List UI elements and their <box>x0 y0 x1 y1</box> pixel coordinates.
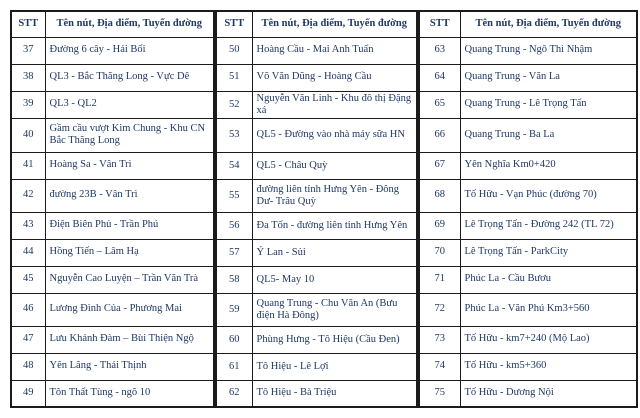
table-row <box>11 64 214 91</box>
stt-header: STT <box>11 11 45 37</box>
route-header: Tên nút, Địa điểm, Tuyến đường <box>252 11 417 37</box>
stt-header: STT <box>419 11 460 37</box>
table-row <box>11 179 214 212</box>
route-cell: Hoàng Cầu - Mai Anh Tuấn <box>252 37 417 64</box>
table-row <box>419 37 637 64</box>
route-cell: QL3 - QL2 <box>45 91 214 118</box>
route-cell: Võ Văn Dũng - Hoàng Cầu <box>252 64 417 91</box>
stt-cell: 68 <box>419 179 460 212</box>
route-cell: Hoàng Sa - Vân Trì <box>45 152 214 179</box>
route-header: Tên nút, Địa điểm, Tuyến đường <box>45 11 214 37</box>
stt-cell: 52 <box>216 91 252 118</box>
stt-cell: 71 <box>419 266 460 293</box>
stt-cell: 53 <box>216 118 252 152</box>
route-header: Tên nút, Địa điểm, Tuyến đường <box>460 11 637 37</box>
table-row <box>11 293 214 326</box>
table-row <box>419 353 637 380</box>
stt-cell: 41 <box>11 152 45 179</box>
table-row <box>216 118 417 152</box>
table-row <box>419 266 637 293</box>
table-row <box>11 118 214 152</box>
table-row <box>216 152 417 179</box>
route-cell: QL5 - Châu Quỳ <box>252 152 417 179</box>
stt-cell: 64 <box>419 64 460 91</box>
stt-cell: 49 <box>11 380 45 407</box>
route-cell: Tố Hữu - km5+360 <box>460 353 637 380</box>
route-cell: Tố Hữu - Vạn Phúc (đường 70) <box>460 179 637 212</box>
table-row <box>11 326 214 353</box>
route-cell: Quang Trung - Ba La <box>460 118 637 152</box>
stt-cell: 57 <box>216 239 252 266</box>
table-row <box>216 64 417 91</box>
route-cell: Yên Lãng - Thái Thịnh <box>45 353 214 380</box>
stt-cell: 47 <box>11 326 45 353</box>
table-row <box>11 37 214 64</box>
table-row <box>419 118 637 152</box>
stt-cell: 62 <box>216 380 252 407</box>
stt-cell: 45 <box>11 266 45 293</box>
route-cell: Tôn Thất Tùng - ngõ 10 <box>45 380 214 407</box>
route-cell: Lưu Khánh Đàm – Bùi Thiện Ngộ <box>45 326 214 353</box>
junction-table-left <box>10 10 215 408</box>
stt-cell: 37 <box>11 37 45 64</box>
stt-cell: 56 <box>216 212 252 239</box>
route-cell: đường liên tỉnh Hưng Yên - Đông Dư- Trâu Quỳ <box>252 179 417 212</box>
junction-table-middle <box>215 10 418 408</box>
stt-cell: 72 <box>419 293 460 326</box>
route-cell: Gầm cầu vượt Kim Chung - Khu CN Bắc Thăng Long <box>45 118 214 152</box>
stt-cell: 44 <box>11 239 45 266</box>
table-row <box>419 64 637 91</box>
route-cell: QL5 - Đường vào nhà máy sữa HN <box>252 118 417 152</box>
stt-cell: 63 <box>419 37 460 64</box>
table-row <box>11 353 214 380</box>
route-cell: Đa Tốn - đường liên tỉnh Hưng Yên <box>252 212 417 239</box>
header-row <box>11 11 214 37</box>
table-row <box>216 91 417 118</box>
header-row <box>419 11 637 37</box>
route-cell: Lương Đình Của - Phương Mai <box>45 293 214 326</box>
stt-cell: 43 <box>11 212 45 239</box>
route-cell: Đường 6 cây - Hải Bối <box>45 37 214 64</box>
stt-cell: 40 <box>11 118 45 152</box>
table-row <box>11 266 214 293</box>
table-row <box>419 212 637 239</box>
stt-cell: 65 <box>419 91 460 118</box>
header-row <box>216 11 417 37</box>
route-cell: Phùng Hưng - Tô Hiệu (Cầu Đen) <box>252 326 417 353</box>
route-cell: Lê Trọng Tấn - Đường 242 (TL 72) <box>460 212 637 239</box>
table-row <box>11 212 214 239</box>
route-cell: Tô Hiệu - Bà Triệu <box>252 380 417 407</box>
route-cell: Quang Trung - Văn La <box>460 64 637 91</box>
table-row <box>419 239 637 266</box>
stt-cell: 67 <box>419 152 460 179</box>
table-row <box>419 380 637 407</box>
stt-cell: 38 <box>11 64 45 91</box>
route-cell: Tố Hữu - Dương Nội <box>460 380 637 407</box>
route-cell: Nguyễn Cao Luyện – Trần Văn Trà <box>45 266 214 293</box>
table-row <box>216 380 417 407</box>
table-row <box>11 239 214 266</box>
route-cell: Tố Hữu - km7+240 (Mộ Lao) <box>460 326 637 353</box>
stt-cell: 75 <box>419 380 460 407</box>
stt-cell: 42 <box>11 179 45 212</box>
table-row <box>216 212 417 239</box>
route-cell: Lê Trọng Tấn - ParkCity <box>460 239 637 266</box>
table-row <box>216 326 417 353</box>
route-cell: Quang Trung - Chu Văn An (Bưu điện Hà Đông) <box>252 293 417 326</box>
table-row <box>216 353 417 380</box>
table-row <box>11 152 214 179</box>
table-row <box>419 293 637 326</box>
route-cell: Quang Trung - Lê Trọng Tấn <box>460 91 637 118</box>
stt-cell: 48 <box>11 353 45 380</box>
route-cell: đường 23B - Vân Trì <box>45 179 214 212</box>
table-row <box>11 380 214 407</box>
junction-tables-container <box>10 10 638 408</box>
stt-cell: 54 <box>216 152 252 179</box>
table-row <box>216 179 417 212</box>
table-row <box>216 266 417 293</box>
route-cell: Phúc La - Cầu Bươu <box>460 266 637 293</box>
stt-cell: 73 <box>419 326 460 353</box>
route-cell: Tô Hiệu - Lê Lợi <box>252 353 417 380</box>
route-cell: Điện Biên Phủ - Trần Phú <box>45 212 214 239</box>
stt-cell: 60 <box>216 326 252 353</box>
table-row <box>419 152 637 179</box>
stt-cell: 59 <box>216 293 252 326</box>
stt-cell: 39 <box>11 91 45 118</box>
stt-cell: 50 <box>216 37 252 64</box>
table-row <box>216 293 417 326</box>
stt-cell: 58 <box>216 266 252 293</box>
route-cell: Phúc La - Văn Phú Km3+560 <box>460 293 637 326</box>
junction-table-right <box>418 10 638 408</box>
table-row <box>11 91 214 118</box>
stt-cell: 74 <box>419 353 460 380</box>
stt-cell: 55 <box>216 179 252 212</box>
table-row <box>419 179 637 212</box>
stt-cell: 46 <box>11 293 45 326</box>
stt-cell: 70 <box>419 239 460 266</box>
stt-cell: 66 <box>419 118 460 152</box>
stt-header: STT <box>216 11 252 37</box>
route-cell: QL5- May 10 <box>252 266 417 293</box>
stt-cell: 51 <box>216 64 252 91</box>
route-cell: Yên Nghĩa Km0+420 <box>460 152 637 179</box>
route-cell: Quang Trung - Ngô Thì Nhậm <box>460 37 637 64</box>
route-cell: QL3 - Bắc Thăng Long - Vực Dê <box>45 64 214 91</box>
table-row <box>216 239 417 266</box>
stt-cell: 69 <box>419 212 460 239</box>
route-cell: Hồng Tiến – Lâm Hạ <box>45 239 214 266</box>
table-row <box>216 37 417 64</box>
table-row <box>419 91 637 118</box>
route-cell: Nguyễn Văn Linh - Khu đô thị Đặng xá <box>252 91 417 118</box>
table-row <box>419 326 637 353</box>
stt-cell: 61 <box>216 353 252 380</box>
route-cell: Ý Lan - Sủi <box>252 239 417 266</box>
